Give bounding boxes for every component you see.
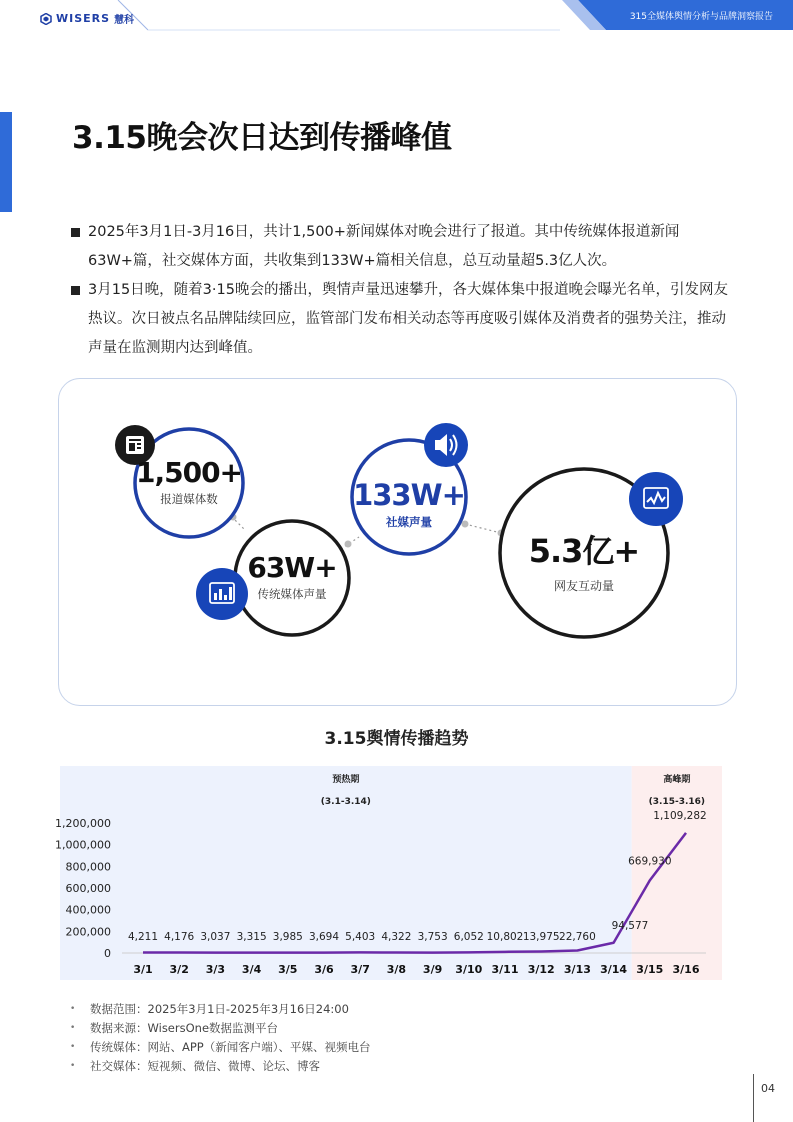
data-label: 3,985	[272, 931, 303, 943]
pulse-chart-icon	[629, 472, 683, 526]
x-tick-label: 3/10	[455, 963, 483, 976]
side-accent-tab	[0, 112, 12, 212]
summary-bullets	[70, 218, 740, 363]
footnote: • 数据来源：WisersOne数据监测平台	[70, 1019, 370, 1038]
summary-bullet: 3月15日晚，随着3·15晚会的播出，舆情声量迅速攀升，各大媒体集中报道晚会曝光名单，引发网友热议。次日被点名品牌陆续回应，监管部门发布相关动态等再度吸引媒体及消费者的强势关注，推动声量在监测期内达到峰值。	[70, 276, 740, 363]
x-tick-label: 3/9	[422, 963, 443, 976]
stat-value: 63W+	[247, 551, 337, 584]
x-tick-label: 3/1	[133, 963, 153, 976]
stat-social-volume	[349, 478, 469, 530]
connector-dot	[345, 541, 352, 548]
data-label: 6,052	[453, 931, 484, 943]
x-tick-label: 3/4	[241, 963, 262, 976]
data-label: 3,315	[236, 931, 267, 943]
x-tick-label: 3/11	[491, 963, 519, 976]
x-tick-label: 3/2	[169, 963, 189, 976]
page-title: 3.15晚会次日达到传播峰值	[72, 120, 452, 156]
footnote: • 数据范围：2025年3月1日-2025年3月16日24:00	[70, 1000, 370, 1019]
period-name: 预热期	[332, 775, 360, 785]
y-tick-label: 600,000	[65, 882, 111, 895]
data-label: 4,211	[127, 931, 159, 943]
data-label: 94,577	[611, 919, 649, 932]
summary-bullet: 2025年3月1日-3月16日，共计1,500+新闻媒体对晚会进行了报道。其中传统媒体报道新闻63W+篇，社交媒体方面，共收集到133W+篇相关信息，总互动量超5.3亿人次。	[70, 218, 740, 276]
page-header	[0, 0, 793, 32]
wisers-logo	[40, 11, 134, 26]
stat-value: 5.3亿+	[528, 532, 640, 570]
data-label: 3,037	[200, 931, 231, 943]
stat-label: 网友互动量	[553, 579, 614, 593]
y-tick-label: 400,000	[65, 903, 111, 917]
page-number: 04	[761, 1082, 775, 1095]
footnotes	[70, 1000, 370, 1076]
data-label: 669,930	[628, 855, 672, 868]
x-tick-label: 3/6	[314, 963, 334, 976]
stat-value: 133W+	[353, 478, 465, 512]
report-name: 315全媒体舆情分析与品牌洞察报告	[629, 12, 773, 22]
stat-label: 社媒声量	[386, 515, 432, 529]
x-tick-label: 3/14	[600, 963, 628, 976]
stat-interaction	[504, 532, 664, 594]
x-tick-label: 3/16	[672, 963, 700, 976]
logo-cn: 慧科	[114, 15, 135, 26]
y-tick-label: 800,000	[65, 860, 111, 874]
stat-label: 传统媒体声量	[257, 587, 327, 601]
stat-traditional-volume	[235, 551, 349, 602]
data-label: 5,403	[345, 931, 376, 943]
data-label: 10,802	[486, 931, 524, 943]
x-tick-label: 3/5	[278, 963, 298, 976]
y-tick-label: 1,200,000	[55, 817, 111, 830]
x-tick-label: 3/12	[527, 963, 555, 976]
y-tick-label: 200,000	[65, 925, 111, 939]
y-tick-label: 1,000,000	[55, 838, 111, 852]
period-range: (3.1-3.14)	[320, 797, 371, 807]
trend-chart	[0, 758, 793, 988]
stat-media-count	[135, 456, 243, 507]
hexagon-logo-icon	[40, 13, 52, 25]
footnote: • 社交媒体：短视频、微信、微博、论坛、博客	[70, 1057, 370, 1076]
x-tick-label: 3/7	[350, 963, 370, 976]
data-label: 13,975	[522, 931, 560, 943]
y-tick-label: 0	[104, 947, 111, 960]
stat-value: 1,500+	[135, 456, 243, 489]
connector-line	[465, 524, 501, 533]
x-tick-label: 3/15	[636, 963, 664, 976]
data-label: 3,694	[308, 931, 340, 943]
data-label: 4,176	[164, 931, 195, 943]
x-tick-label: 3/13	[563, 963, 591, 976]
page-number-rule	[753, 1074, 754, 1122]
chart-title: 3.15舆情传播趋势	[324, 729, 469, 749]
x-tick-label: 3/3	[205, 963, 226, 976]
data-label: 3,753	[417, 931, 448, 943]
x-tick-label: 3/8	[386, 963, 407, 976]
logo-text: WISERS	[56, 12, 111, 25]
stats-card	[58, 378, 737, 706]
data-label: 4,322	[381, 931, 412, 943]
data-label: 1,109,282	[653, 809, 707, 822]
footnote: • 传统媒体：网站、APP（新闻客户端）、平媒、视频电台	[70, 1038, 370, 1057]
period-range: (3.15-3.16)	[648, 797, 706, 807]
stat-label: 报道媒体数	[160, 492, 218, 506]
data-label: 22,760	[559, 931, 596, 943]
period-name: 高峰期	[663, 775, 691, 785]
speaker-icon	[424, 423, 468, 467]
